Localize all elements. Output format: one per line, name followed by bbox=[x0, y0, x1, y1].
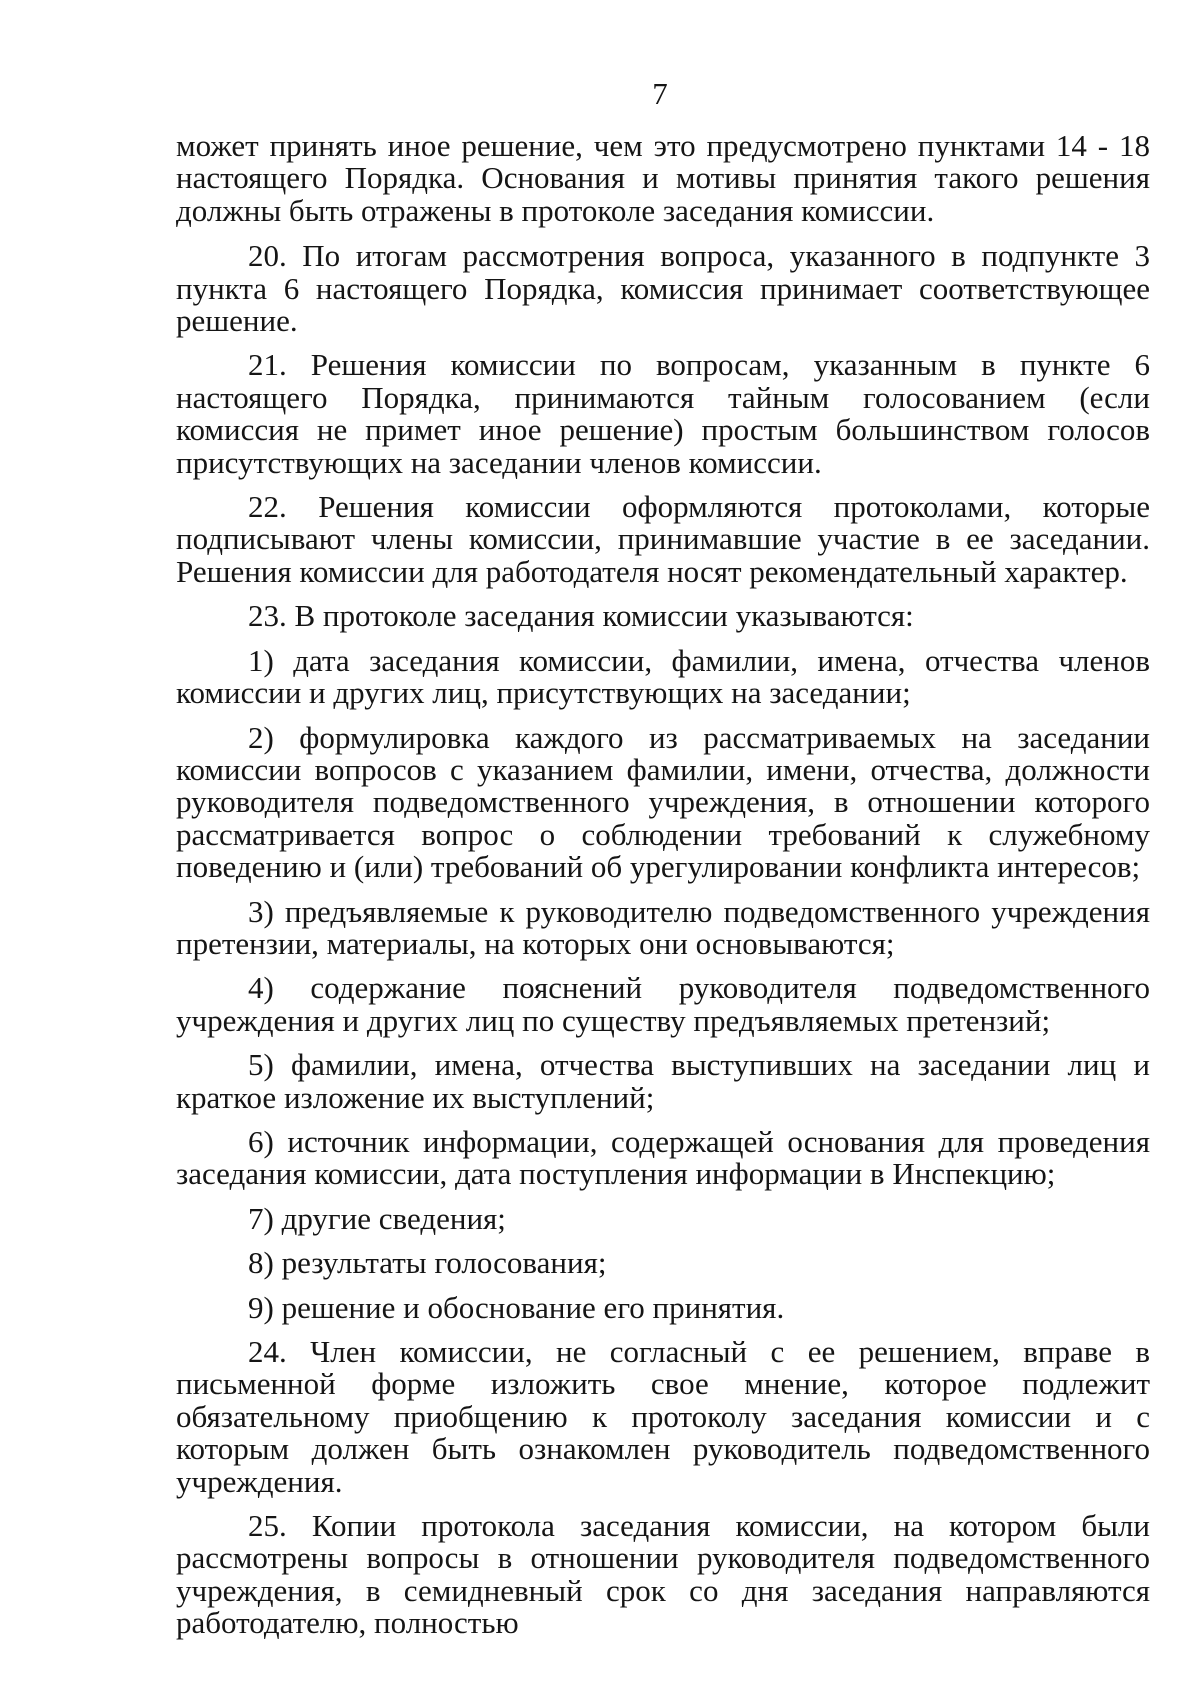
list-item-7: 7) другие сведения; bbox=[248, 1200, 506, 1236]
list-item-6: 6) источник информации, содержащей основания для проведения заседания комиссии, дата поступления информации в Инспекцию; bbox=[176, 1123, 1150, 1192]
paragraph-24: 24. Член комиссии, не согласный с ее решением, вправе в письменной форме изложить свое мнение, которое подлежит обязательному приобщению к протоколу заседания комиссии и с которым должен быть ознакомлен руководитель подведомственного учреждения. bbox=[176, 1334, 1150, 1499]
list-item-9: 9) решение и обоснование его принятия. bbox=[248, 1289, 785, 1325]
list-item-4: 4) содержание пояснений руководителя подведомственного учреждения и других лиц по существу предъявляемых претензий; bbox=[176, 970, 1150, 1038]
page-number: 7 bbox=[652, 76, 668, 111]
list-item-2: 2) формулировка каждого из рассматриваемых на заседании комиссии вопросов с указанием фамилии, имени, отчества, должности руководителя подведомственного учреждения, в отношении которого рассматривается вопрос о соблюдении требований к служебному поведению и (или) требований об урегулировании конфликта интересов; bbox=[176, 719, 1150, 885]
paragraph-21: 21. Решения комиссии по вопросам, указанным в пункте 6 настоящего Порядка, принимаются тайным голосованием (если комиссия не примет иное решение) простым большинством голосов присутствующих на заседании членов комиссии. bbox=[176, 347, 1150, 480]
paragraph-25: 25. Копии протокола заседания комиссии, на котором были рассмотрены вопросы в отношении руководителя подведомственного учреждения, в семидневный срок со дня заседания направляются работодателю, полностью bbox=[176, 1508, 1150, 1641]
paragraph-22: 22. Решения комиссии оформляются протоколами, которые подписывают члены комиссии, принимавшие участие в ее заседании. Решения комиссии для работодателя носят рекомендательный характер. bbox=[176, 489, 1150, 589]
document-body bbox=[176, 130, 1150, 1652]
list-item-8: 8) результаты голосования; bbox=[248, 1245, 607, 1281]
paragraph-continuation: может принять иное решение, чем это предусмотрено пунктами 14 - 18 настоящего Порядка. Основания и мотивы принятия такого решения должны быть отражены в протоколе заседания комиссии. bbox=[176, 128, 1150, 228]
paragraph-23: 23. В протоколе заседания комиссии указываются: bbox=[248, 598, 914, 634]
list-item-1: 1) дата заседания комиссии, фамилии, имена, отчества членов комиссии и других лиц, присутствующих на заседании; bbox=[176, 642, 1150, 711]
list-item-3: 3) предъявляемые к руководителю подведомственного учреждения претензии, материалы, на которых они основываются; bbox=[176, 893, 1150, 961]
list-item-5: 5) фамилии, имена, отчества выступивших на заседании лиц и краткое изложение их выступлений; bbox=[176, 1047, 1150, 1115]
paragraph-20: 20. По итогам рассмотрения вопроса, указанного в подпункте 3 пункта 6 настоящего Порядка, комиссия принимает соответствующее решение. bbox=[176, 238, 1150, 339]
